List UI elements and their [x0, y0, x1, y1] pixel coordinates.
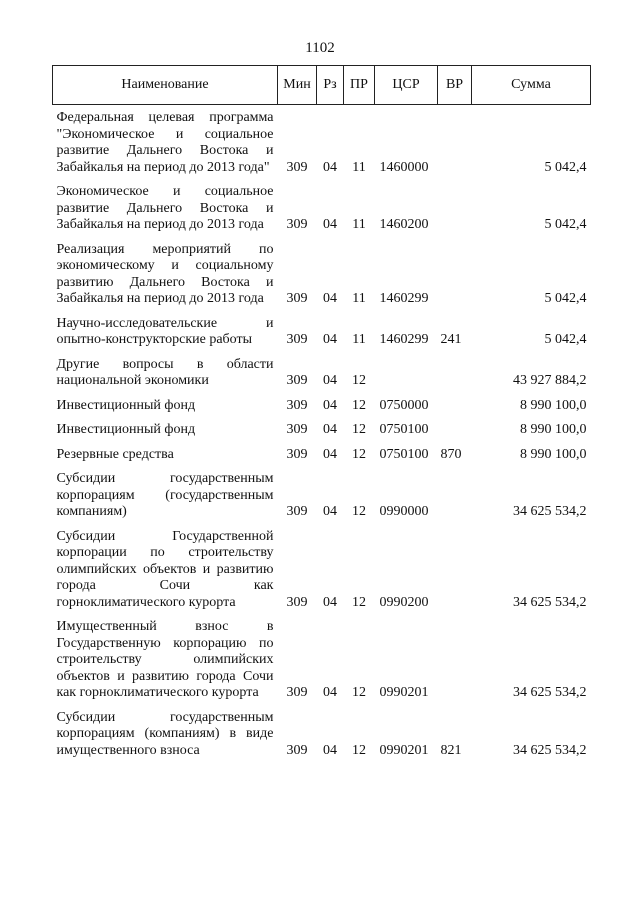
row-name: Имущественный взнос в Государственную корпорацию по строительству олимпийских объектов и развитию города Сочи как горноклиматического курорта	[56, 619, 274, 700]
row-rz: 04	[323, 159, 337, 175]
row-rz: 04	[323, 422, 337, 437]
row-min: 309	[286, 594, 308, 610]
row-pr: 12	[352, 685, 366, 700]
row-sum: 5 042,4	[544, 217, 587, 232]
row-vr: 821	[440, 742, 462, 758]
table-row	[53, 442, 591, 467]
row-pr: 11	[352, 159, 366, 175]
row-pr: 12	[352, 742, 366, 758]
row-csr: 0990201	[379, 685, 429, 700]
header-sum: Сумма	[472, 66, 591, 105]
row-csr: 1460299	[379, 332, 429, 347]
row-name: Субсидии государственным корпорациям (государственным компаниям)	[56, 471, 274, 519]
row-pr: 11	[352, 291, 366, 306]
row-csr: 1460200	[379, 217, 429, 232]
row-min: 309	[286, 332, 308, 347]
row-sum: 8 990 100,0	[520, 397, 587, 413]
row-pr: 11	[352, 332, 366, 347]
row-vr	[438, 417, 472, 442]
row-csr: 0990200	[379, 594, 429, 610]
row-pr: 12	[352, 373, 366, 388]
row-vr	[438, 237, 472, 311]
row-sum: 5 042,4	[544, 332, 587, 347]
row-sum: 34 625 534,2	[513, 504, 587, 519]
row-sum: 43 927 884,2	[513, 373, 587, 388]
table-row	[53, 614, 591, 705]
row-vr	[438, 466, 472, 524]
row-vr: 870	[440, 446, 462, 462]
row-csr: 0750000	[379, 397, 429, 413]
row-name: Другие вопросы в области национальной экономики	[56, 356, 274, 388]
table-row	[53, 237, 591, 311]
row-csr: 0990201	[379, 742, 429, 758]
row-sum: 5 042,4	[544, 291, 587, 306]
row-min: 309	[286, 446, 308, 462]
row-name: Реализация мероприятий по экономическому и социальному развитию Дальнего Востока и Забайкалья на период до 2013 года	[56, 241, 274, 306]
row-sum: 8 990 100,0	[520, 446, 587, 462]
row-sum: 34 625 534,2	[513, 685, 587, 700]
row-sum: 8 990 100,0	[520, 422, 587, 437]
row-vr	[438, 393, 472, 418]
row-min: 309	[286, 159, 308, 175]
row-pr: 12	[352, 397, 366, 413]
header-pr: ПР	[344, 66, 375, 105]
row-name: Федеральная целевая программа "Экономическое и социальное развитие Дальнего Востока и Забайкалья на период до 2013 года"	[56, 110, 274, 175]
row-csr: 0750100	[379, 446, 429, 462]
row-name: Экономическое и социальное развитие Дальнего Востока и Забайкалья на период до 2013 года	[56, 184, 274, 232]
row-min: 309	[286, 685, 308, 700]
row-min: 309	[286, 504, 308, 519]
table-row	[53, 524, 591, 615]
row-name: Резервные средства	[56, 446, 174, 462]
table-row	[53, 417, 591, 442]
table-row	[53, 393, 591, 418]
table-row	[53, 311, 591, 352]
row-vr	[438, 614, 472, 705]
row-rz: 04	[323, 504, 337, 519]
row-sum: 5 042,4	[544, 159, 587, 175]
row-pr: 12	[352, 504, 366, 519]
header-name: Наименование	[53, 66, 278, 105]
row-csr	[375, 352, 438, 393]
row-min: 309	[286, 373, 308, 388]
row-rz: 04	[323, 332, 337, 347]
page-number: 1102	[305, 40, 335, 56]
row-sum: 34 625 534,2	[513, 594, 587, 610]
row-name: Научно-исследовательские и опытно-конструкторские работы	[56, 315, 274, 347]
row-sum: 34 625 534,2	[513, 742, 587, 758]
row-rz: 04	[323, 594, 337, 610]
table-row	[53, 352, 591, 393]
row-min: 309	[286, 291, 308, 306]
row-csr: 1460299	[379, 291, 429, 306]
header-min: Мин	[278, 66, 317, 105]
row-csr: 1460000	[379, 159, 429, 175]
row-csr: 0750100	[379, 422, 429, 437]
header-vr: ВР	[438, 66, 472, 105]
table-row	[53, 179, 591, 237]
row-name: Инвестиционный фонд	[56, 397, 196, 413]
row-name: Субсидии Государственной корпорации по строительству олимпийских объектов и развитию города Сочи как горноклиматического курорта	[56, 528, 274, 610]
row-pr: 12	[352, 594, 366, 610]
row-rz: 04	[323, 291, 337, 306]
row-name: Инвестиционный фонд	[56, 422, 196, 437]
row-pr: 12	[352, 446, 366, 462]
row-rz: 04	[323, 685, 337, 700]
row-vr: 241	[440, 332, 462, 347]
row-pr: 11	[352, 217, 366, 232]
table-row	[53, 466, 591, 524]
row-vr	[438, 524, 472, 615]
header-csr: ЦСР	[375, 66, 438, 105]
row-min: 309	[286, 422, 308, 437]
row-rz: 04	[323, 397, 337, 413]
table-row	[53, 705, 591, 763]
row-pr: 12	[352, 422, 366, 437]
row-vr	[438, 105, 472, 180]
table-row	[53, 105, 591, 180]
table-header-row	[53, 66, 591, 105]
header-rz: Рз	[317, 66, 344, 105]
row-rz: 04	[323, 373, 337, 388]
budget-table	[52, 65, 591, 762]
row-min: 309	[286, 217, 308, 232]
row-name: Субсидии государственным корпорациям (компаниям) в виде имущественного взноса	[56, 709, 274, 758]
row-min: 309	[286, 397, 308, 413]
row-min: 309	[286, 742, 308, 758]
row-rz: 04	[323, 742, 337, 758]
row-vr	[438, 352, 472, 393]
row-vr	[438, 179, 472, 237]
row-rz: 04	[323, 446, 337, 462]
row-csr: 0990000	[379, 504, 429, 519]
row-rz: 04	[323, 217, 337, 232]
